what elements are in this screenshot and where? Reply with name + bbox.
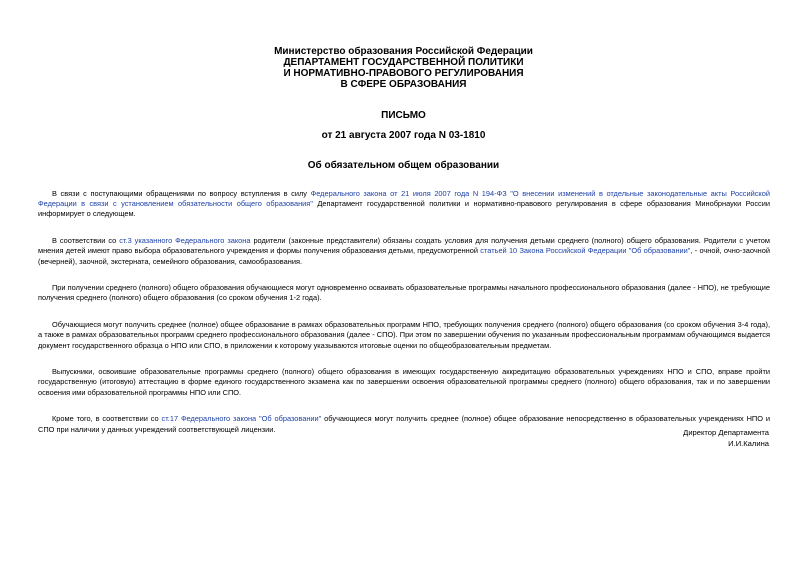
- document-date-number: от 21 августа 2007 года N 03-1810: [321, 130, 486, 141]
- paragraph-2-text-c: , - очной, очно-заочной (вечерней), заочной, экстерната, семейного образования, самообразования.: [38, 246, 770, 266]
- federal-law-194-link[interactable]: Федерального закона от 21 июля 2007 года N 194-ФЗ "О внесении изменений в отдельные законодательные акты Российской Федерации в связи с установлением обязательности общего образования": [38, 189, 770, 209]
- article-17-link[interactable]: ст.17: [161, 414, 179, 424]
- document-type: ПИСЬМО: [381, 110, 426, 121]
- paragraph-5: Выпускники, освоившие образовательные программы среднего (полного) общего образования в имеющих государственную аккредитацию образовательных учреждениях НПО и СПО, вправе пройти государственную (итоговую) аттестацию в форме единого государственного экзамена как по завершении освоения образовательной программы среднего (полного) общего образования, так и по завершении освоения ими образовательной программы НПО или СПО.: [38, 367, 770, 397]
- paragraph-4: Обучающиеся могут получить среднее (полное) общее образование в рамках образовательных программ НПО, требующих получения среднего (полного) общего образования (со сроком обучения 3-4 года), а также в рамках образовательных программ среднего профессионального образования (далее - СПО). При этом по завершении обучения по указанным профессиональным программам обучающимся выдается документ государственного образца о НПО или СПО, в приложении к которому указываются итоговые оценки по общеобразовательным предметам.: [38, 320, 770, 350]
- paragraph-1: [38, 189, 770, 220]
- paragraph-2: [38, 236, 770, 267]
- department-name-line1: ДЕПАРТАМЕНТ ГОСУДАРСТВЕННОЙ ПОЛИТИКИ: [283, 57, 524, 68]
- department-name-line2: И НОРМАТИВНО-ПРАВОВОГО РЕГУЛИРОВАНИЯ: [283, 68, 524, 79]
- document-subject: Об обязательном общем образовании: [307, 160, 500, 171]
- paragraph-3: При получении среднего (полного) общего образования обучающиеся могут одновременно осваивать образовательные программы начального профессионального образования (далее - НПО), не требующие получения среднего (полного) общего образования (со сроком обучения 1-2 года).: [38, 283, 770, 303]
- paragraph-6-text-c: обучающиеся могут получить среднее (полное) общее образование непосредственно в образовательных учреждениях НПО и СПО при наличии у данных учреждений соответствующей лицензии.: [38, 414, 770, 434]
- signature-block: [683, 428, 769, 449]
- signatory-position: Директор Департамента: [683, 428, 769, 437]
- ministry-name: Министерство образования Российской Федерации: [274, 46, 533, 57]
- education-law-link[interactable]: Федерального закона "Об образовании": [180, 414, 322, 424]
- paragraph-1-text-a: В связи с поступающими обращениями по вопросу вступления в силу: [52, 189, 311, 198]
- letter-body: [38, 189, 770, 451]
- article-3-link[interactable]: ст.3 указанного Федерального закона: [119, 236, 251, 246]
- signatory-name: И.И.Калина: [728, 438, 769, 448]
- paragraph-6-text-a: Кроме того, в соответствии со: [52, 414, 162, 424]
- department-name-line3: В СФЕРЕ ОБРАЗОВАНИЯ: [340, 79, 467, 90]
- article-10-education-law-link[interactable]: статьей 10 Закона Российской Федерации "Об образовании": [480, 246, 691, 256]
- issuer-header: [0, 46, 807, 90]
- paragraph-1-text-b: Департамент государственной политики и нормативно-правового регулирования в сфере образования Минобрнауки России информирует о следующем.: [38, 199, 770, 219]
- paragraph-2-text-a: В соответствии со: [52, 236, 120, 246]
- paragraph-2-text-b: родители (законные представители) обязаны создать условия для получения детьми среднего (полного) общего образования. Родители с учетом мнения детей имеют право выбора образовательного учреждения и формы получения образования детьми, предусмотренной: [38, 236, 770, 256]
- paragraph-6: [38, 414, 770, 434]
